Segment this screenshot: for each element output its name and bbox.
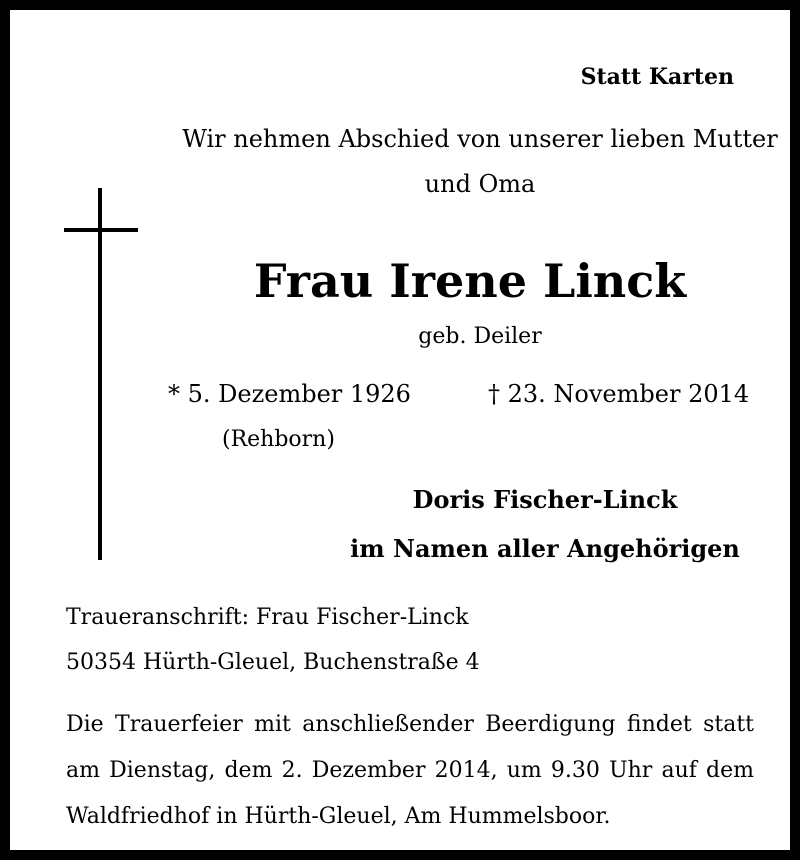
funeral-info-line-2: am Dienstag, dem 2. Dezember 2014, um 9.30 Uhr auf dem <box>66 758 754 783</box>
funeral-info-line-3: Waldfriedhof in Hürth-Gleuel, Am Hummelsboor. <box>66 804 611 829</box>
deceased-name: Frau Irene Linck <box>253 254 687 308</box>
signature-subtitle: im Namen aller Angehörigen <box>350 534 740 563</box>
intro-text-line-2: und Oma <box>424 170 536 198</box>
notice-header: Statt Karten <box>580 64 734 90</box>
cross-icon-bar <box>64 228 138 232</box>
cross-icon <box>98 188 102 560</box>
maiden-name: geb. Deiler <box>418 324 542 349</box>
birth-date: * 5. Dezember 1926 <box>168 380 411 408</box>
intro-text-line-1: Wir nehmen Abschied von unserer lieben Mutter <box>182 125 778 153</box>
death-date: † 23. November 2014 <box>488 380 750 408</box>
mourning-address-line-2: 50354 Hürth-Gleuel, Buchenstraße 4 <box>66 650 480 675</box>
funeral-info <box>66 702 754 840</box>
funeral-info-line-1: Die Trauerfeier mit anschließender Beerdigung findet statt <box>66 712 754 737</box>
birthplace: (Rehborn) <box>222 427 335 452</box>
mourning-address-line-1: Traueranschrift: Frau Fischer-Linck <box>66 605 469 630</box>
signature-name: Doris Fischer-Linck <box>412 485 678 514</box>
